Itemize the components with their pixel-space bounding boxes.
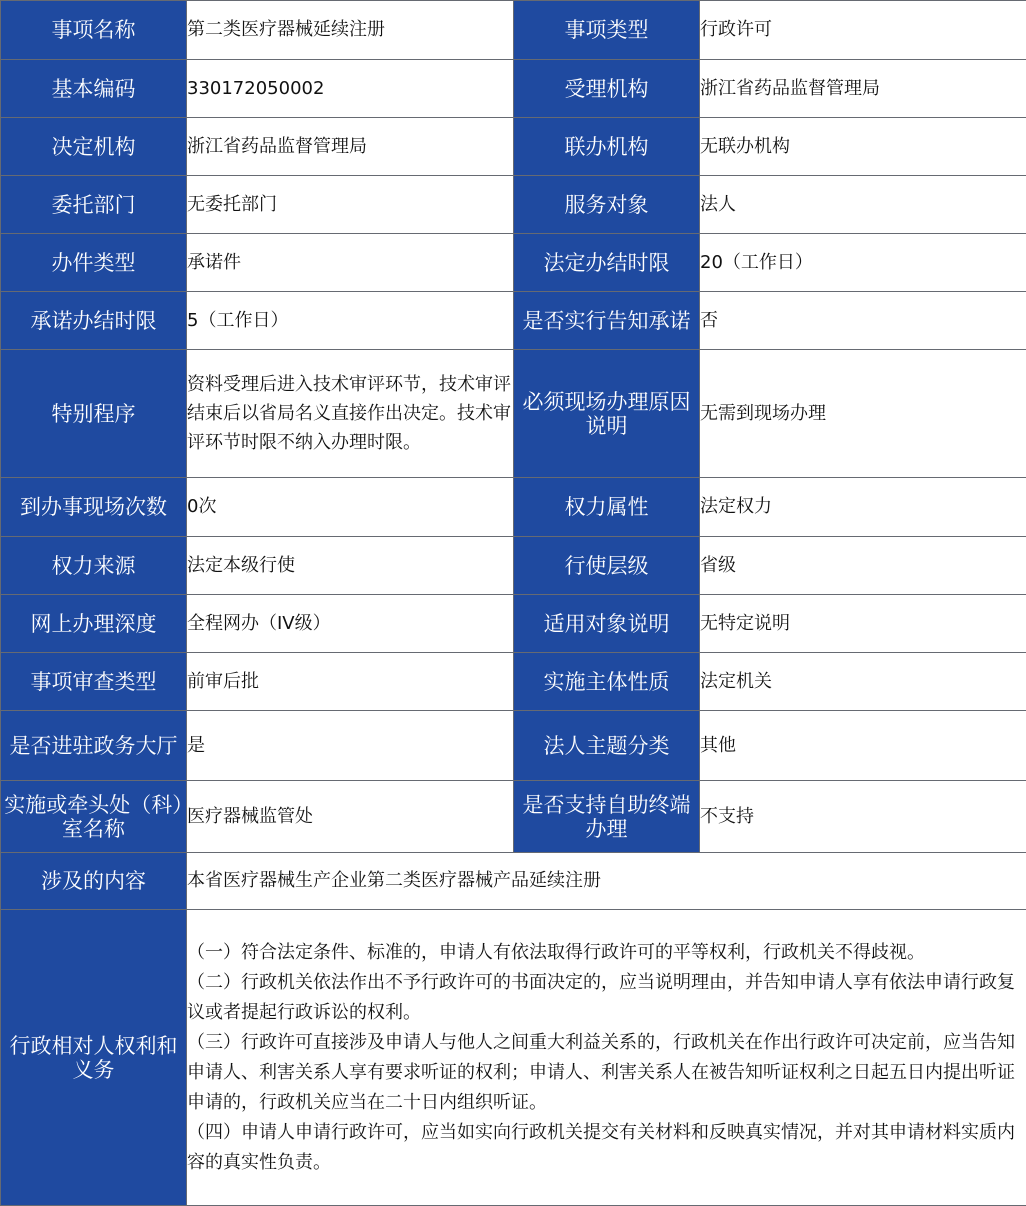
table-row	[1, 711, 1026, 781]
table-row	[1, 60, 1026, 118]
value-decision-agency: 浙江省药品监督管理局	[187, 118, 514, 176]
table-row	[1, 653, 1026, 711]
value-joint-agency: 无联办机构	[700, 118, 1026, 176]
value-special-procedure: 资料受理后进入技术审评环节，技术审评结束后以省局名义直接作出决定。技术审评环节时限不纳入办理时限。	[187, 350, 514, 478]
value-service-target: 法人	[700, 176, 1026, 234]
value-exercise-level: 省级	[700, 537, 1026, 595]
value-item-type: 行政许可	[700, 1, 1026, 60]
label-case-type: 办件类型	[1, 234, 187, 292]
label-onsite-visits: 到办事现场次数	[1, 478, 187, 537]
label-item-type: 事项类型	[514, 1, 700, 60]
value-onsite-reason: 无需到现场办理	[700, 350, 1026, 478]
label-lead-division: 实施或牵头处（科）室名称	[1, 781, 187, 853]
label-item-name: 事项名称	[1, 1, 187, 60]
label-exercise-level: 行使层级	[514, 537, 700, 595]
label-self-service-terminal: 是否支持自助终端办理	[514, 781, 700, 853]
label-review-type: 事项审查类型	[1, 653, 187, 711]
label-special-procedure: 特别程序	[1, 350, 187, 478]
table-row	[1, 1, 1026, 60]
label-entrusted-dept: 委托部门	[1, 176, 187, 234]
value-in-service-hall: 是	[187, 711, 514, 781]
table-row	[1, 910, 1026, 1206]
value-item-name: 第二类医疗器械延续注册	[187, 1, 514, 60]
label-notification-commitment: 是否实行告知承诺	[514, 292, 700, 350]
table-row	[1, 118, 1026, 176]
value-lead-division: 医疗器械监管处	[187, 781, 514, 853]
rights-paragraph-3: （三）行政许可直接涉及申请人与他人之间重大利益关系的，行政机关在作出行政许可决定前，应当告知申请人、利害关系人享有要求听证的权利；申请人、利害关系人在被告知听证权利之日起五日内提出听证申请的，行政机关应当在二十日内组织听证。	[187, 1028, 1026, 1118]
value-content: 本省医疗器械生产企业第二类医疗器械产品延续注册	[187, 853, 1026, 910]
label-power-attribute: 权力属性	[514, 478, 700, 537]
value-notification-commitment: 否	[700, 292, 1026, 350]
value-review-type: 前审后批	[187, 653, 514, 711]
table-row	[1, 292, 1026, 350]
value-applicable-object: 无特定说明	[700, 595, 1026, 653]
label-in-service-hall: 是否进驻政务大厅	[1, 711, 187, 781]
value-online-depth: 全程网办（IV级）	[187, 595, 514, 653]
label-power-source: 权力来源	[1, 537, 187, 595]
value-legal-person-category: 其他	[700, 711, 1026, 781]
label-joint-agency: 联办机构	[514, 118, 700, 176]
value-case-type: 承诺件	[187, 234, 514, 292]
table-row	[1, 350, 1026, 478]
table-row	[1, 537, 1026, 595]
value-entrusted-dept: 无委托部门	[187, 176, 514, 234]
value-power-source: 法定本级行使	[187, 537, 514, 595]
table-row	[1, 478, 1026, 537]
value-onsite-visits: 0次	[187, 478, 514, 537]
label-online-depth: 网上办理深度	[1, 595, 187, 653]
table-row	[1, 176, 1026, 234]
table-row	[1, 853, 1026, 910]
label-onsite-reason: 必须现场办理原因说明	[514, 350, 700, 478]
label-promised-time-limit: 承诺办结时限	[1, 292, 187, 350]
rights-paragraph-4: （四）申请人申请行政许可，应当如实向行政机关提交有关材料和反映真实情况，并对其申请材料实质内容的真实性负责。	[187, 1118, 1026, 1178]
rights-paragraph-1: （一）符合法定条件、标准的，申请人有依法取得行政许可的平等权利，行政机关不得歧视。	[187, 938, 1026, 968]
label-rights-obligations: 行政相对人权利和义务	[1, 910, 187, 1206]
value-basic-code: 330172050002	[187, 60, 514, 118]
value-power-attribute: 法定权力	[700, 478, 1026, 537]
label-decision-agency: 决定机构	[1, 118, 187, 176]
table-row	[1, 595, 1026, 653]
value-accepting-agency: 浙江省药品监督管理局	[700, 60, 1026, 118]
table-row	[1, 234, 1026, 292]
label-basic-code: 基本编码	[1, 60, 187, 118]
label-legal-person-category: 法人主题分类	[514, 711, 700, 781]
label-service-target: 服务对象	[514, 176, 700, 234]
rights-paragraph-2: （二）行政机关依法作出不予行政许可的书面决定的，应当说明理由，并告知申请人享有依法申请行政复议或者提起行政诉讼的权利。	[187, 968, 1026, 1028]
value-rights-obligations	[187, 910, 1026, 1206]
label-applicable-object: 适用对象说明	[514, 595, 700, 653]
label-accepting-agency: 受理机构	[514, 60, 700, 118]
table-row	[1, 781, 1026, 853]
value-self-service-terminal: 不支持	[700, 781, 1026, 853]
label-content: 涉及的内容	[1, 853, 187, 910]
value-legal-time-limit: 20（工作日）	[700, 234, 1026, 292]
label-legal-time-limit: 法定办结时限	[514, 234, 700, 292]
value-subject-nature: 法定机关	[700, 653, 1026, 711]
label-subject-nature: 实施主体性质	[514, 653, 700, 711]
value-promised-time-limit: 5（工作日）	[187, 292, 514, 350]
